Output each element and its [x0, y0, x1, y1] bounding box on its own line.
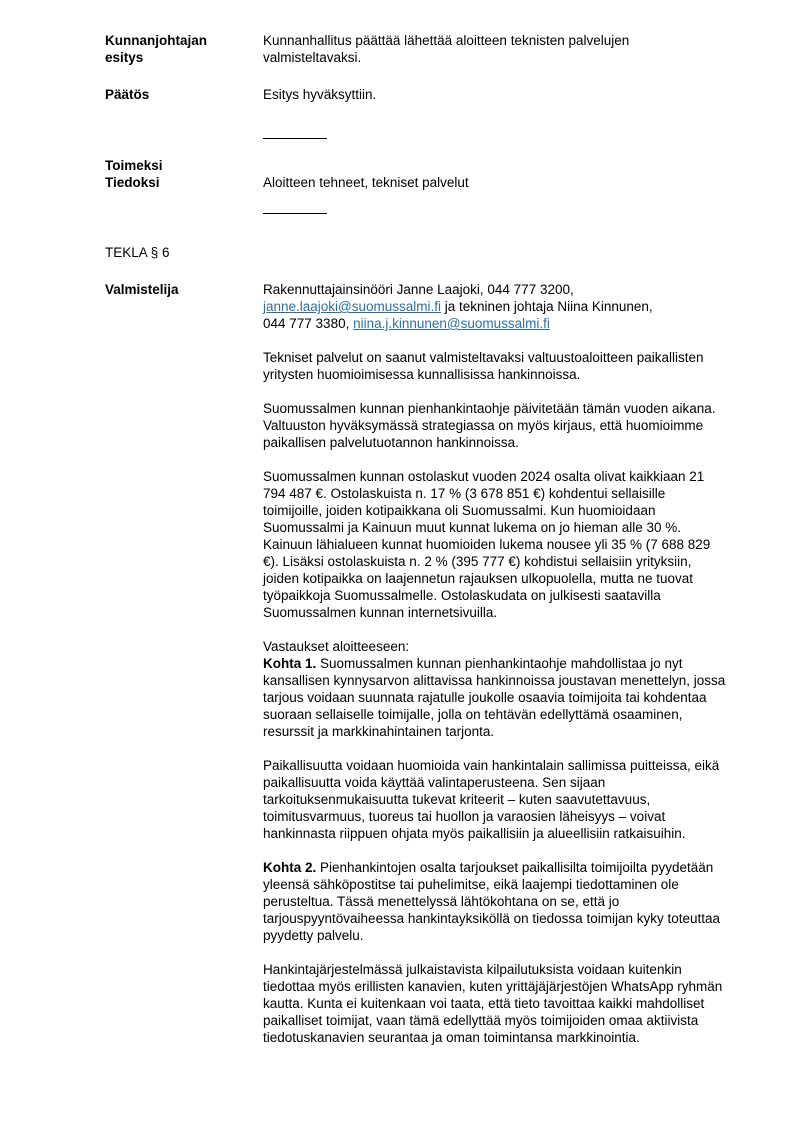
section-kunnanjohtajan-esitys — [105, 32, 730, 66]
section-paatos — [105, 86, 730, 103]
valmistelija-line2: ja tekninen johtaja Niina Kinnunen, — [441, 299, 653, 314]
section-tiedoksi — [105, 174, 730, 191]
vastaukset-heading: Vastaukset aloitteeseen: — [263, 639, 410, 654]
body-text-column — [263, 349, 728, 1063]
valmistelija-line1: Rakennuttajainsinööri Janne Laajoki, 044 777 3200, — [263, 282, 574, 297]
section-tekla — [105, 244, 730, 261]
field-label-line1: Kunnanjohtajan — [105, 33, 207, 48]
field-value-tiedoksi: Aloitteen tehneet, tekniset palvelut — [263, 175, 469, 190]
kohta-1-lead: Kohta 1. — [263, 656, 317, 671]
section-toimeksi — [105, 157, 730, 174]
field-value-kunnanjohtajan-esitys: Kunnanhallitus päättää lähettää aloitteen teknisten palvelujen valmisteltavaksi. — [263, 33, 630, 65]
signature-rule-2 — [263, 213, 327, 214]
field-value-valmistelija — [263, 281, 728, 332]
paragraph-hankintajarjestelma: Hankintajärjestelmässä julkaistavista kilpailutuksista voidaan kuitenkin tiedottaa myös erillisten kanavien, kuten yrittäjäjärjestöjen WhatsApp ryhmän kautta. Kunta ei kuitenkaan voi taata, että tieto tavoittaa kaikki mahdolliset paikalliset toimijat, vaan tämä edellyttää myös toimijoiden omaa aktiivista tiedotuskanavien seurantaa ja oman toimintansa markkinointia. — [263, 962, 723, 1045]
tekla-heading: TEKLA § 6 — [105, 245, 170, 260]
section-valmistelija — [105, 281, 730, 332]
paragraph-tekniset-palvelut: Tekniset palvelut on saanut valmisteltavaksi valtuustoaloitteen paikallisten yritysten huomioimisessa kunnallisissa hankinnoissa. — [263, 350, 704, 382]
field-label-line2: esitys — [105, 50, 144, 65]
rule-row-2 — [105, 213, 730, 214]
field-label-paatos: Päätös — [105, 87, 150, 102]
section-body-text — [105, 349, 730, 1063]
kohta-2-text: Pienhankintojen osalta tarjoukset paikallisilta toimijoilta pyydetään yleensä sähköpostitse tai puhelimitse, eikä laajempi tiedottaminen ole perusteltua. Tässä menettelyssä lähtökohtana on se, että jo tarjouspyyntövaiheessa hankintayksiköllä on tiedossa toimijan kyky toteuttaa pyydetty palvelu. — [263, 860, 721, 943]
paragraph-kohta-1 — [263, 655, 728, 740]
paragraph-pienhankintaohje: Suomussalmen kunnan pienhankintaohje päivitetään tämän vuoden aikana. Valtuuston hyväksymässä strategiassa on myös kirjaus, että huomioimme paikallisen palvelutuotannon hankinnoissa. — [263, 401, 716, 450]
paragraph-ostolaskut: Suomussalmen kunnan ostolaskut vuoden 2024 osalta olivat kaikkiaan 21 794 487 €. Ostolaskuista n. 17 % (3 678 851 €) kohdentui sellaisille toimijoille, joiden kotipaikkana oli Suomussalmi. Kun huomioidaan Suomussalmi ja Kainuun muut kunnat lukema on jo hieman alle 30 %. Kainuun lähialueen kunnat huomioiden lukema nousee yli 35 % (7 688 829 €). Lisäksi ostolaskuista n. 2 % (395 777 €) kohdistui sellaisiin yrityksiin, joiden kotipaikka on laajennetun rajauksen ulkopuolella, mutta ne tuovat työpaikkoja Suomussalmelle. Ostolaskudata on julkisesti saatavilla Suomussalmen kunnan internetsivuilla. — [263, 469, 711, 620]
rule-row-1 — [105, 138, 730, 139]
field-label-kunnanjohtajan-esitys — [105, 32, 263, 66]
email-link-niina[interactable]: niina.j.kinnunen@suomussalmi.fi — [353, 316, 550, 331]
email-link-janne[interactable]: janne.laajoki@suomussalmi.fi — [263, 299, 442, 314]
field-value-paatos: Esitys hyväksyttiin. — [263, 87, 377, 102]
field-label-valmistelija: Valmistelija — [105, 282, 179, 297]
paragraph-kohta-2 — [263, 859, 728, 944]
valmistelija-line3-prefix: 044 777 3380, — [263, 316, 354, 331]
signature-rule-1 — [263, 138, 327, 139]
kohta-1-text: Suomussalmen kunnan pienhankintaohje mahdollistaa jo nyt kansallisen kynnysarvon alittavissa hankinnoissa joustavan menettelyn, jossa tarjous voidaan suunnata rajatulle joukolle osaavia toimijoita tai kohdentaa suoraan sellaiselle toimijalle, jolla on tehtävän edellyttämä osaaminen, resurssit ja markkinahintainen tarjonta. — [263, 656, 726, 739]
paragraph-paikallisuutta: Paikallisuutta voidaan huomioida vain hankintalain sallimissa puitteissa, eikä paikallisuutta voida käyttää valintaperusteena. Sen sijaan tarkoituksenmukaisuutta tukevat kriteerit – kuten saavutettavuus, toimitusvarmuus, tuoreus tai huollon ja varaosien läheisyys – voivat hankinnasta riippuen ohjata myös paikallisiin ja alueellisiin ratkaisuihin. — [263, 758, 720, 841]
kohta-2-lead: Kohta 2. — [263, 860, 317, 875]
field-label-tiedoksi: Tiedoksi — [105, 175, 160, 190]
field-label-toimeksi: Toimeksi — [105, 158, 163, 173]
